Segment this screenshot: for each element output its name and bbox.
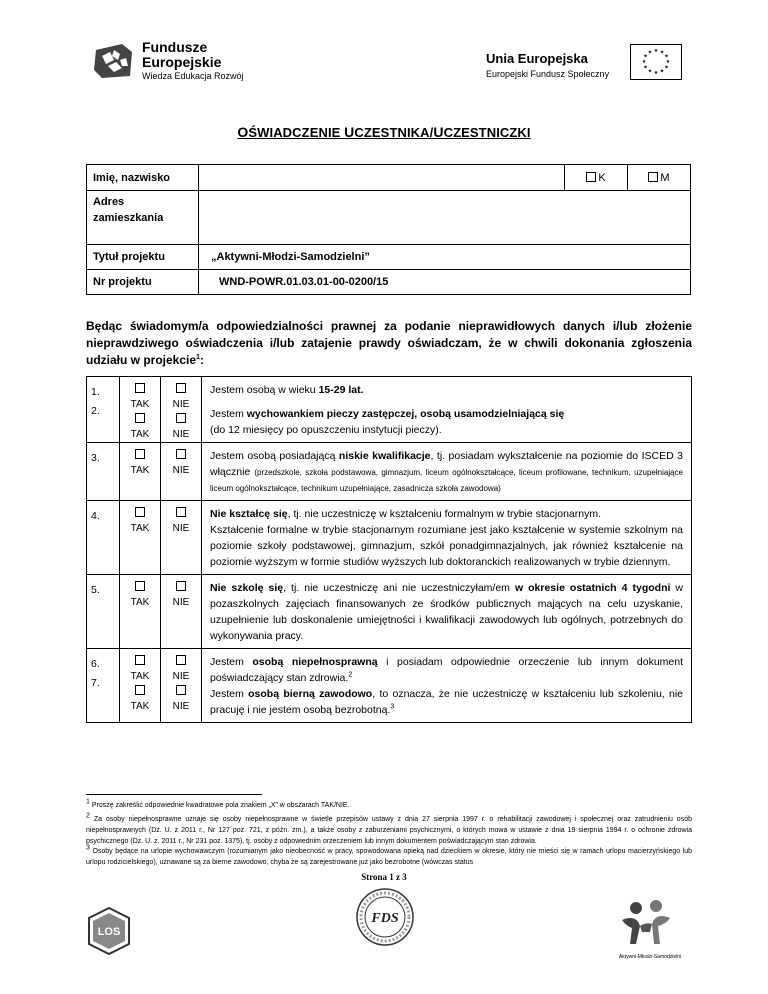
gender-m-cell[interactable]: M <box>628 165 691 191</box>
svg-text:★: ★ <box>643 64 648 71</box>
checkbox-icon[interactable] <box>135 581 145 591</box>
nie-column[interactable]: NIE NIE <box>161 377 202 443</box>
svg-text:★: ★ <box>665 59 671 65</box>
svg-text:★: ★ <box>641 59 647 65</box>
checkbox-icon[interactable] <box>135 655 145 665</box>
fe-logo-line3: Wiedza Edukacja Rozwój <box>142 71 244 81</box>
nie-column[interactable]: NIE NIE <box>161 649 202 723</box>
declaration-6: Jestem osobą niepełnosprawną i posiadam odpowiednie orzeczenie lub innym dokument poświadczający stan zdrowia.$^2$ <box>210 656 684 684</box>
project-title-label: Tytuł projektu <box>87 245 199 270</box>
checkbox-icon[interactable] <box>176 507 186 517</box>
checkbox-icon[interactable] <box>648 172 658 182</box>
declaration-5: Nie szkolę się, tj. nie uczestniczę ani nie uczestniczyłam/em w okresie ostatnich 4 tygodni w pozaszkolnych zajęciach finansowanych ze środków publicznych mających na celu uzyskanie, uzupełnienie lub doskonalenie umiejętności i kwalifikacji zawodowych lub ogólnych, potrzebnych do wykonywania pracy. <box>202 575 692 649</box>
checkbox-icon[interactable] <box>135 685 145 695</box>
declaration-number-3: 3. <box>87 443 120 501</box>
svg-text:★: ★ <box>647 68 653 75</box>
declaration-1: Jestem osobą w wieku 15-29 lat. <box>210 384 364 396</box>
checkbox-icon[interactable] <box>135 449 145 459</box>
footnote-1: $^1$ Proszę zakreślić odpowiednie kwadratowe pola znakiem „X” w obszarach TAK/NIE. <box>86 798 350 809</box>
nie-column[interactable]: NIE <box>161 443 202 501</box>
svg-text:★: ★ <box>664 53 669 60</box>
address-field[interactable] <box>199 191 691 245</box>
svg-text:LOS: LOS <box>97 926 121 938</box>
ue-logo-line1: Unia Europejska <box>486 51 588 66</box>
declaration-3: Jestem osobą posiadającą niskie kwalifikacje, tj. posiadam wykształcenie na poziomie do ISCED 3 włącznie (przedszkole, szkoła podstawowa, gimnazjum, liceum ogólnokształcące, liceum profilowane, technikum, uzupełniające liceum ogólnokształcące, technikum uzupełniające, zasadnicza szkoła zawodowa) <box>202 443 692 501</box>
svg-text:FDS: FDS <box>371 911 399 926</box>
checkbox-icon[interactable] <box>176 449 186 459</box>
tak-column[interactable]: TAK <box>120 575 161 649</box>
declaration-numbers-1-2: 1. 2. <box>87 377 120 443</box>
footnote-2: $^2$ Za osoby niepełnosprawne uznaje się osoby niepełnosprawne w świetle przepisów ustawy z dnia 27 sierpnia 1997 r. o rehabilitacji zawodowej i społecznej oraz zatrudnieniu osób niepełnosprawnych (Dz. U. z 2011 r., Nr 127 poz. 721, z późn. zm.), a także osoby z zaburzeniami psychicznymi, o których mowa w ustawie z dnia 19 sierpnia 1994 r. o ochronie zdrowia psychicznego (Dz. U. z. 2011 r., Nr 231 poz. 1375), tj. osoby z odpowiednim orzeczeniem lub innym dokumentem poświadczającym stan zdrowia. <box>86 812 692 845</box>
svg-text:★: ★ <box>659 68 665 75</box>
name-label: Imię, nazwisko <box>87 165 199 191</box>
gender-k-cell[interactable]: K <box>565 165 628 191</box>
declaration-6-7-text <box>202 649 692 723</box>
declaration-7: Jestem osobą bierną zawodowo, to oznacza, że nie uczestniczę w kształceniu lub szkoleniu, nie pracuję i nie jestem osobą bezrobotną.$^3$ <box>210 688 683 716</box>
checkbox-icon[interactable] <box>176 655 186 665</box>
checkbox-icon[interactable] <box>586 172 596 182</box>
fundusze-europejskie-logo <box>92 40 262 82</box>
svg-text:★: ★ <box>664 64 669 71</box>
unia-europejska-logo <box>486 49 706 89</box>
personal-data-table <box>86 164 691 295</box>
checkbox-icon[interactable] <box>135 413 145 423</box>
svg-text:★: ★ <box>653 48 659 54</box>
name-field[interactable] <box>199 165 565 191</box>
tak-column[interactable]: TAK <box>120 443 161 501</box>
address-label: Adres zamieszkania <box>87 191 199 245</box>
svg-text:★: ★ <box>653 70 659 76</box>
aktywni-mlodzi-samodzielni-logo: Aktywni-Młodzi-Samodzielni <box>616 896 676 954</box>
declaration-number-5: 5. <box>87 575 120 649</box>
checkbox-icon[interactable] <box>176 685 186 695</box>
checkbox-icon[interactable] <box>176 581 186 591</box>
nie-column[interactable]: NIE <box>161 575 202 649</box>
footnote-separator <box>86 794 262 795</box>
fe-logo-line1: Fundusze <box>142 39 208 55</box>
declaration-2: Jestem wychowankiem pieczy zastępczej, osobą usamodzielniającą się (do 12 miesięcy po opuszczeniu instytucji pieczy). <box>210 408 565 436</box>
eu-flag-icon <box>630 44 682 80</box>
project-number-value: WND-POWR.01.03.01-00-0200/15 <box>199 270 691 295</box>
tak-column[interactable]: TAK <box>120 501 161 575</box>
project-title-value: „Aktywni-Młodzi-Samodzielni” <box>199 245 691 270</box>
ue-logo-line2: Europejski Fundusz Społeczny <box>486 69 610 79</box>
svg-text:★: ★ <box>659 49 665 56</box>
project-number-label: Nr projektu <box>87 270 199 295</box>
nie-column[interactable]: NIE <box>161 501 202 575</box>
declaration-numbers-6-7: 6. 7. <box>87 649 120 723</box>
tak-column[interactable]: TAK TAK <box>120 377 161 443</box>
checkbox-icon[interactable] <box>135 383 145 393</box>
page-number: Strona 1 z 3 <box>361 872 407 882</box>
svg-text:★: ★ <box>647 49 653 56</box>
intro-statement: Będąc świadomym/a odpowiedzialności prawnej za podanie nieprawidłowych danych i/lub złożenie nieprawdziwego oświadczenia i/lub zatajenie prawdy oświadczam, że w chwili dokonania zgłoszenia udziału w projekcie$^1$: <box>86 319 692 367</box>
checkbox-icon[interactable] <box>176 413 186 423</box>
document-title: OŚWIADCZENIE UCZESTNIKA/UCZESTNICZKI <box>237 124 531 140</box>
declaration-4: Nie kształcę się, tj. nie uczestniczę w kształceniu formalnym w trybie stacjonarnym. Kształcenie formalne w trybie stacjonarnym rozumiane jest jako kształcenie w systemie szkolnym na poziomie szkoły podstawowej, gimnazjum, szkół ponadgimnazjalnych, jak również kształcenie na poziomie wyższym w formie studiów wyższych lub doktoranckich realizowanych w trybie dziennym. <box>202 501 692 575</box>
svg-text:★: ★ <box>643 53 648 60</box>
tak-column[interactable]: TAK TAK <box>120 649 161 723</box>
checkbox-icon[interactable] <box>135 507 145 517</box>
fe-flag-icon <box>92 42 136 80</box>
declarations-table <box>86 376 692 723</box>
amss-figures-icon <box>616 896 676 954</box>
fds-seal-logo-icon <box>354 884 416 950</box>
los-logo-icon <box>84 906 134 956</box>
footnote-3: $^3$ Osoby będące na urlopie wychowawczym (rozumianym jako nieobecność w pracy, spowodowana opieką nad dzieckiem w okresie, który nie mieści się w ramach urlopu macierzyńskiego lub urlopu rodzicielskiego), uznawane są za bierne zawodowo, chyba że są zarejestrowane już jako bezrobotne (wówczas status <box>86 844 692 866</box>
declaration-number-4: 4. <box>87 501 120 575</box>
declaration-1-2-text <box>202 377 692 443</box>
checkbox-icon[interactable] <box>176 383 186 393</box>
fe-logo-line2: Europejskie <box>142 54 222 70</box>
